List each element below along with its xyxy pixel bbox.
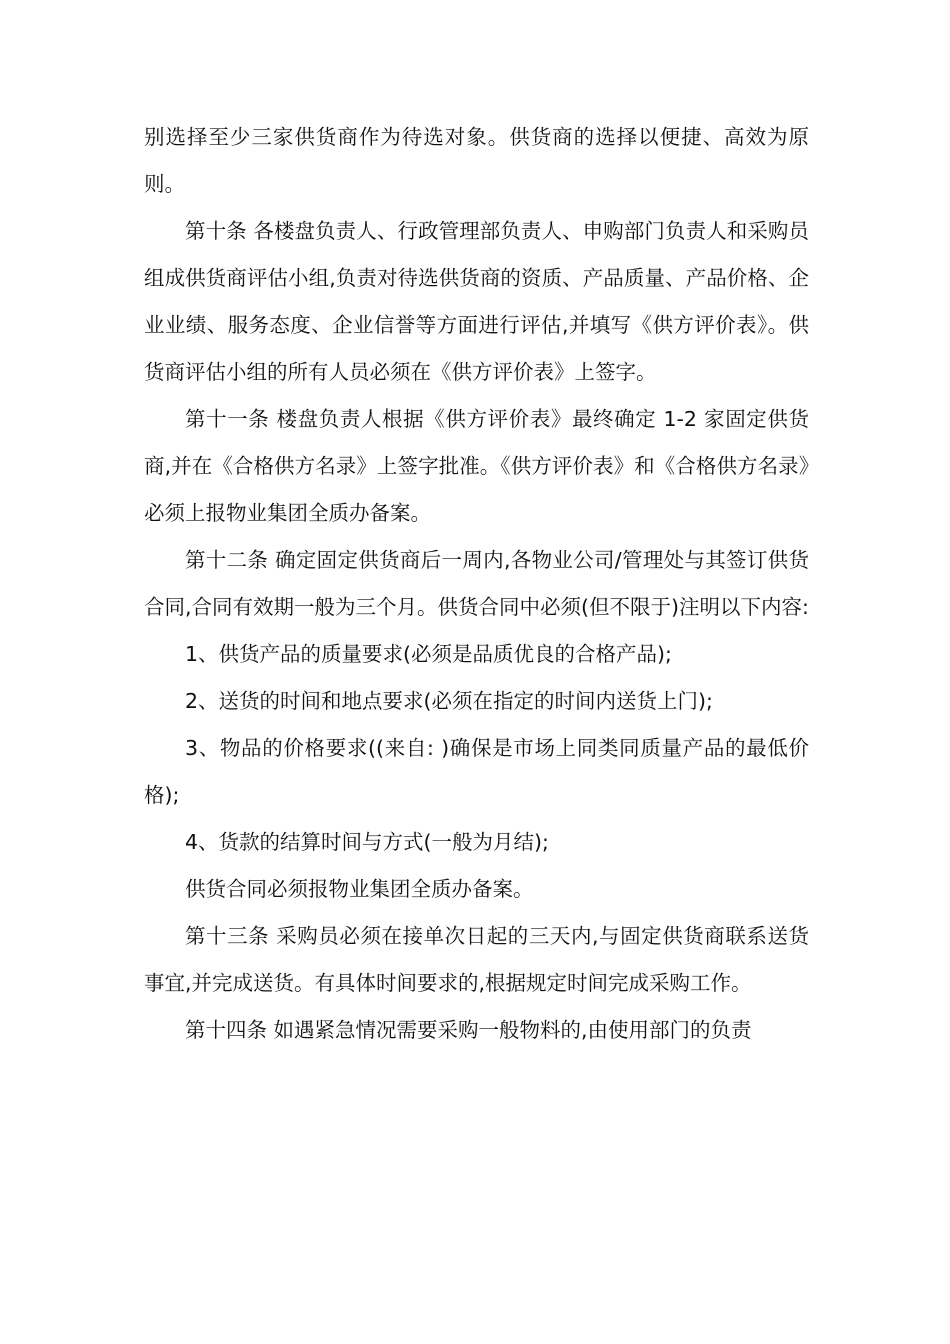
contract-item-1: 1、供货产品的质量要求(必须是品质优良的合格产品); bbox=[185, 642, 672, 666]
document-body bbox=[144, 114, 809, 1054]
paragraph-continuation: 别选择至少三家供货商作为待选对象。供货商的选择以便捷、高效为原则。 bbox=[144, 125, 809, 196]
article-12-paragraph: 第十二条 确定固定供货商后一周内,各物业公司/管理处与其签订供货合同,合同有效期一般为三个月。供货合同中必须(但不限于)注明以下内容: bbox=[144, 548, 809, 619]
contract-filing-paragraph: 供货合同必须报物业集团全质办备案。 bbox=[185, 877, 534, 901]
article-13-paragraph: 第十三条 采购员必须在接单次日起的三天内,与固定供货商联系送货事宜,并完成送货。有具体时间要求的,根据规定时间完成采购工作。 bbox=[144, 924, 809, 995]
contract-item-3: 3、物品的价格要求((来自: )确保是市场上同类同质量产品的最低价格); bbox=[144, 736, 809, 807]
contract-item-4: 4、货款的结算时间与方式(一般为月结); bbox=[185, 830, 549, 854]
article-10-paragraph: 第十条 各楼盘负责人、行政管理部负责人、申购部门负责人和采购员组成供货商评估小组,负责对待选供货商的资质、产品质量、产品价格、企业业绩、服务态度、企业信誉等方面进行评估,并填写《供方评价表》。供货商评估小组的所有人员必须在《供方评价表》上签字。 bbox=[144, 219, 809, 384]
contract-item-2: 2、送货的时间和地点要求(必须在指定的时间内送货上门); bbox=[185, 689, 713, 713]
article-11-paragraph: 第十一条 楼盘负责人根据《供方评价表》最终确定 1-2 家固定供货商,并在《合格供方名录》上签字批准。《供方评价表》和《合格供方名录》必须上报物业集团全质办备案。 bbox=[144, 407, 809, 525]
article-14-paragraph: 第十四条 如遇紧急情况需要采购一般物料的,由使用部门的负责 bbox=[185, 1018, 752, 1042]
